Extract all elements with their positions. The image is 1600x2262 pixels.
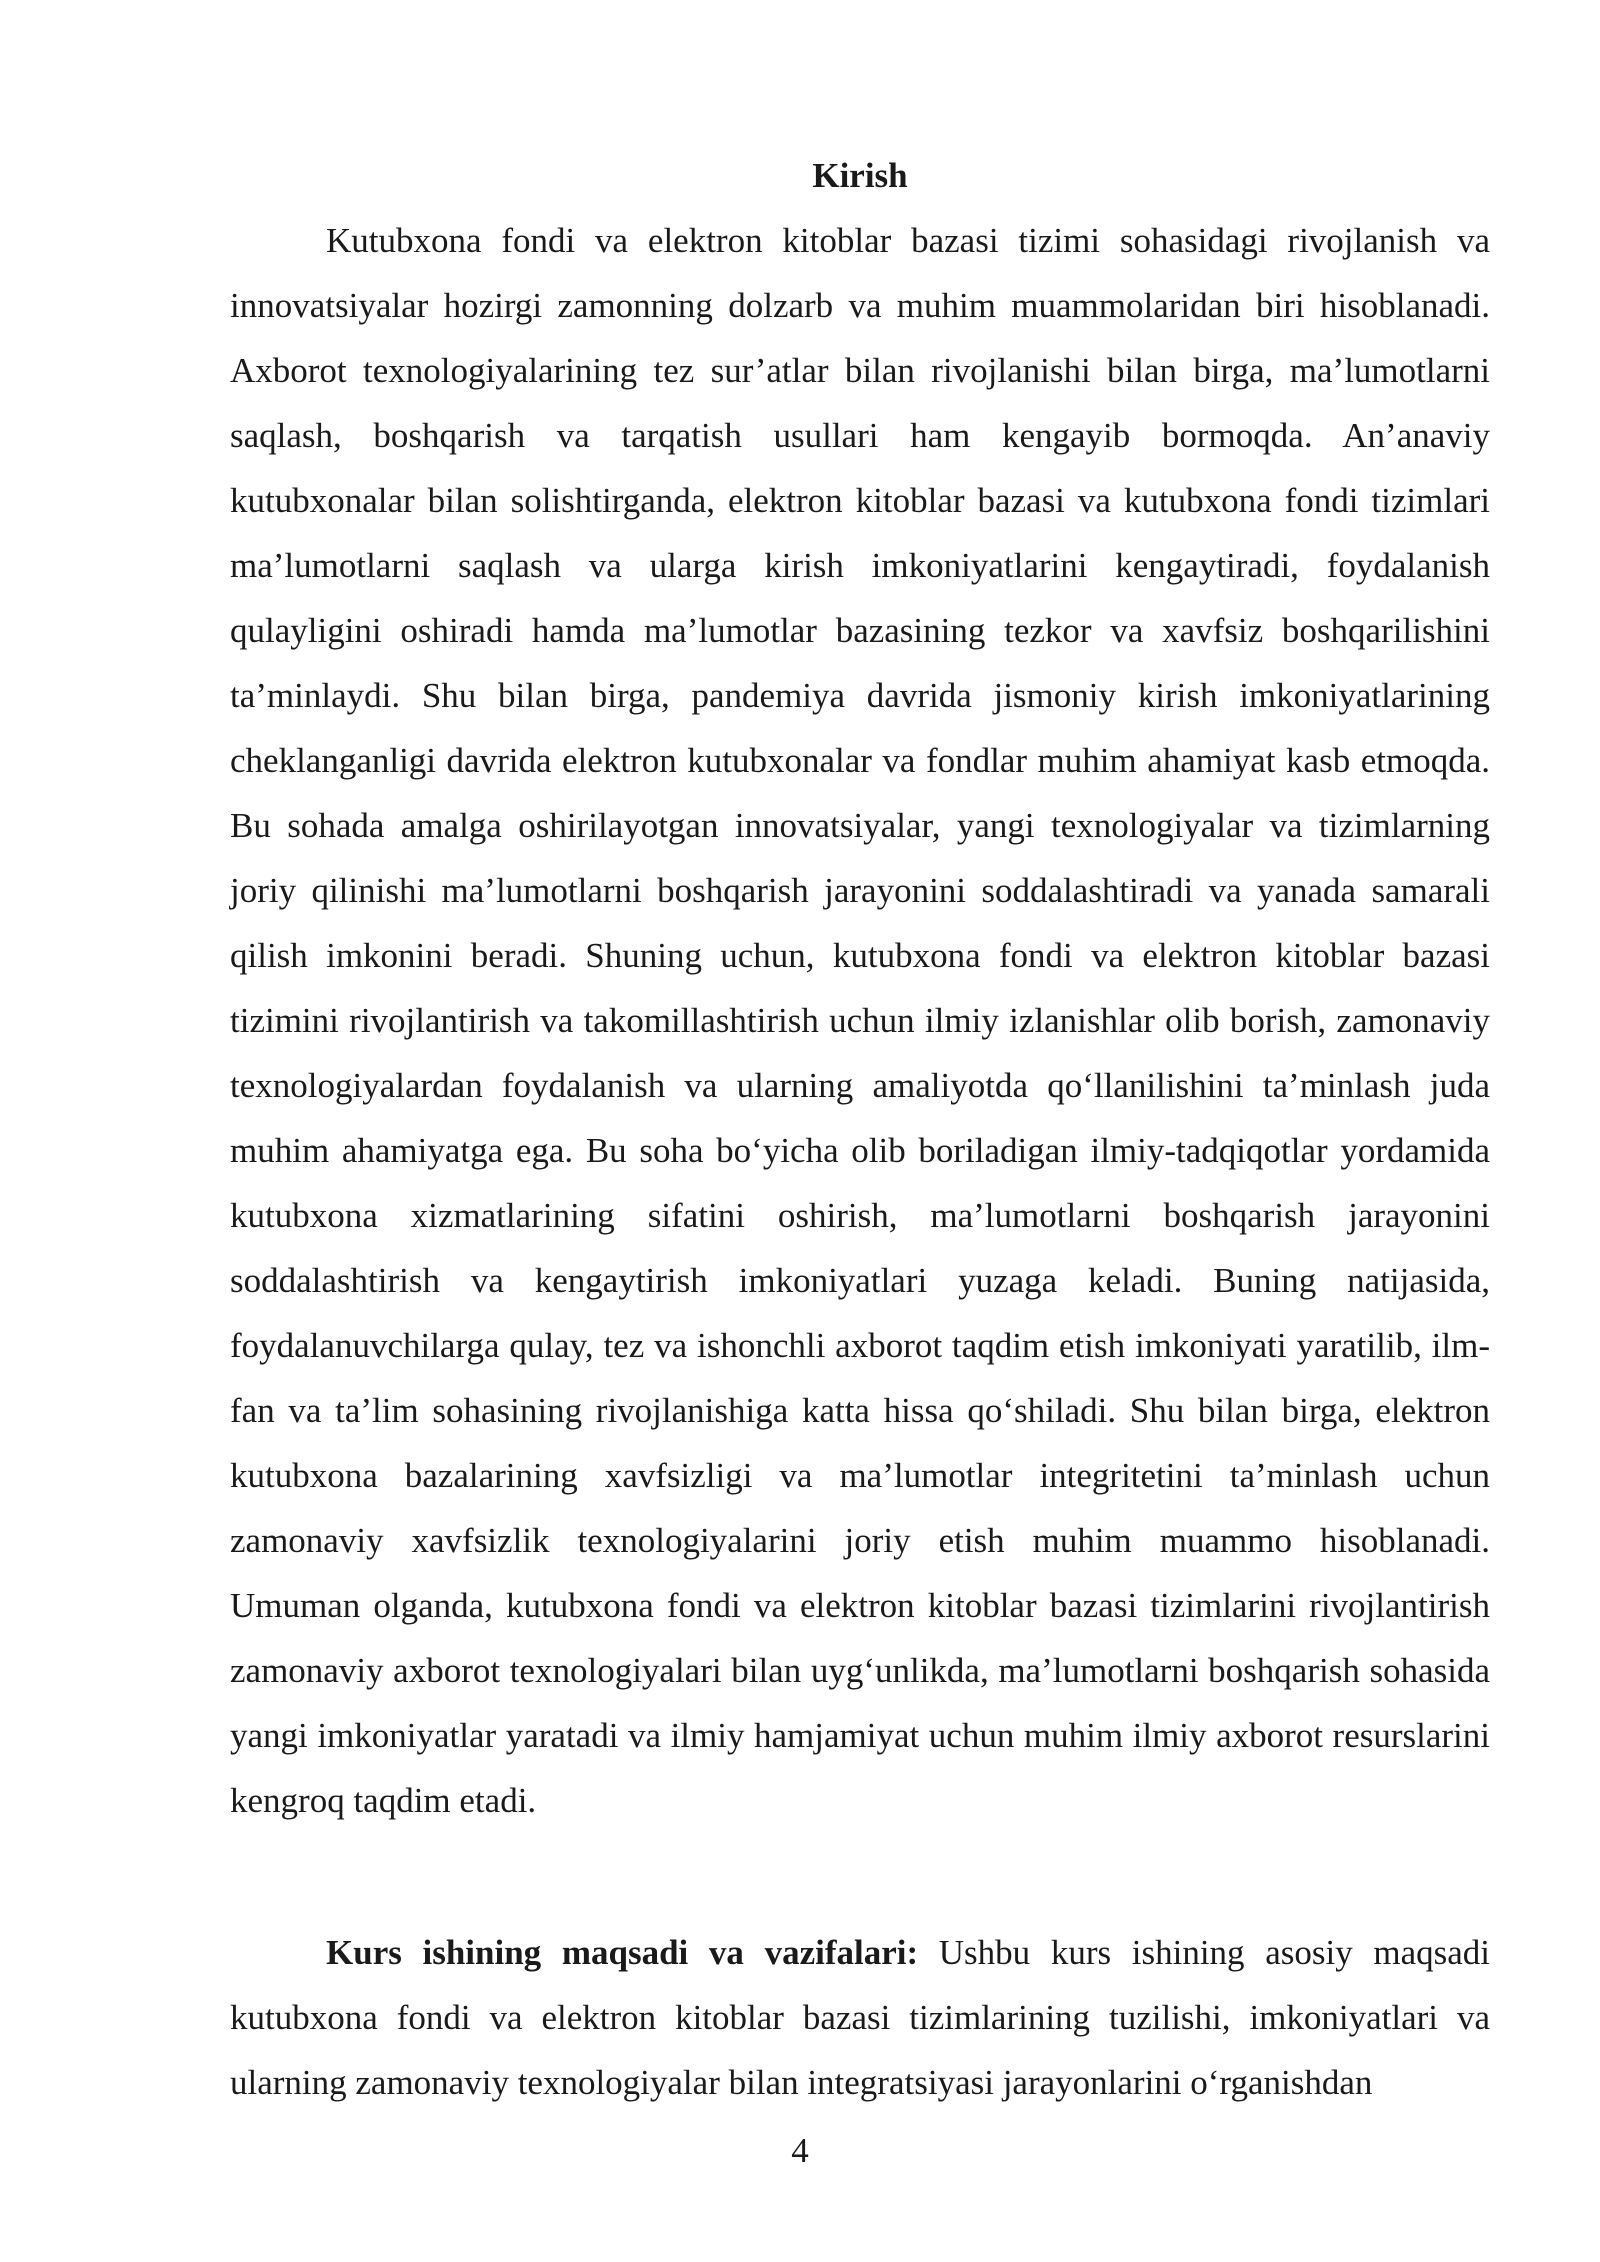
goals-paragraph — [230, 1920, 1490, 2115]
goals-paragraph-text: Ushbu kurs ishining asosiy maqsadi kutubxona fondi va elektron kitoblar bazasi tizimlarining tuzilishi, imkoniyatlari va ularning zamonaviy texnologiyalar bilan integratsiyasi jarayonlarini o‘rganishdan — [230, 1933, 1490, 2102]
section-heading: Kirish — [812, 156, 908, 195]
intro-paragraph: Kutubxona fondi va elektron kitoblar bazasi tizimi sohasidagi rivojlanish va innovatsiyalar hozirgi zamonning dolzarb va muhim muammolaridan biri hisoblanadi. Axborot texnologiyalarining tez sur’atlar bilan rivojlanishi bilan birga, ma’lumotlarni saqlash, boshqarish va tarqatish usullari ham kengayib bormoqda. An’anaviy kutubxonalar bilan solishtirganda, elektron kitoblar bazasi va kutubxona fondi tizimlari ma’lumotlarni saqlash va ularga kirish imkoniyatlarini kengaytiradi, foydalanish qulayligini oshiradi hamda ma’lumotlar bazasining tezkor va xavfsiz boshqarilishini ta’minlaydi. Shu bilan birga, pandemiya davrida jismoniy kirish imkoniyatlarining cheklanganligi davrida elektron kutubxonalar va fondlar muhim ahamiyat kasb etmoqda. Bu sohada amalga oshirilayotgan innovatsiyalar, yangi texnologiyalar va tizimlarning joriy qilinishi ma’lumotlarni boshqarish jarayonini soddalashtiradi va yanada samarali qilish imkonini beradi. Shuning uchun, kutubxona fondi va elektron kitoblar bazasi tizimini rivojlantirish va takomillashtirish uchun ilmiy izlanishlar olib borish, zamonaviy texnologiyalardan foydalanish va ularning amaliyotda qo‘llanilishini ta’minlash juda muhim ahamiyatga ega. Bu soha bo‘yicha olib boriladigan ilmiy-tadqiqotlar yordamida kutubxona xizmatlarining sifatini oshirish, ma’lumotlarni boshqarish jarayonini soddalashtirish va kengaytirish imkoniyatlari yuzaga keladi. Buning natijasida, foydalanuvchilarga qulay, tez va ishonchli axborot taqdim etish imkoniyati yaratilib, ilm-fan va ta’lim sohasining rivojlanishiga katta hissa qo‘shiladi. Shu bilan birga, elektron kutubxona bazalarining xavfsizligi va ma’lumotlar integritetini ta’minlash uchun zamonaviy xavfsizlik texnologiyalarini joriy etish muhim muammo hisoblanadi. Umuman olganda, kutubxona fondi va elektron kitoblar bazasi tizimlarini rivojlantirish zamonaviy axborot texnologiyalari bilan uyg‘unlikda, ma’lumotlarni boshqarish sohasida yangi imkoniyatlar yaratadi va ilmiy hamjamiyat uchun muhim ilmiy axborot resurslarini kengroq taqdim etadi. — [230, 221, 1490, 1820]
page-number: 4 — [791, 2131, 809, 2170]
goals-paragraph-lead: Kurs ishining maqsadi va vazifalari: — [326, 1933, 919, 1972]
